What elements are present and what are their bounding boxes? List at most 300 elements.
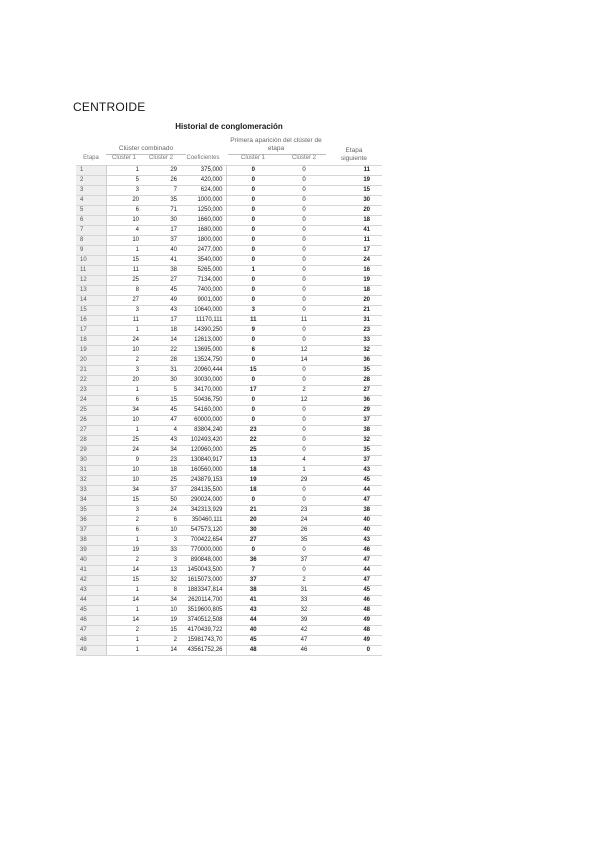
cluster-2-cell: 4 <box>142 426 180 436</box>
cluster-2-cell: 37 <box>142 236 180 246</box>
next-stage-cell: 37 <box>328 456 382 466</box>
first-appearance-cluster-1-cell: 3 <box>226 306 280 316</box>
cluster-1-cell: 2 <box>106 516 142 526</box>
coefficient-cell: 1250,000 <box>180 206 226 216</box>
coefficient-cell: 890848,000 <box>180 556 226 566</box>
first-appearance-cluster-2-cell: 33 <box>280 596 328 606</box>
table-row <box>76 216 382 226</box>
stage-cell: 27 <box>76 426 106 436</box>
table-row <box>76 166 382 176</box>
stage-cell: 7 <box>76 226 106 236</box>
first-appearance-cluster-2-cell: 0 <box>280 186 328 196</box>
table-row <box>76 206 382 216</box>
first-appearance-cluster-1-cell: 0 <box>226 356 280 366</box>
cluster-1-cell: 1 <box>106 166 142 176</box>
stage-cell: 29 <box>76 446 106 456</box>
table-row <box>76 186 382 196</box>
first-appearance-cluster-1-cell: 1 <box>226 266 280 276</box>
coefficient-cell: 3740512,508 <box>180 616 226 626</box>
next-stage-cell: 30 <box>328 196 382 206</box>
first-appearance-cluster-1-cell: 41 <box>226 596 280 606</box>
table-row <box>76 616 382 626</box>
header-coefficients: Coeficientes <box>186 155 220 161</box>
table-row <box>76 356 382 366</box>
stage-cell: 21 <box>76 366 106 376</box>
cluster-1-cell: 5 <box>106 176 142 186</box>
cluster-1-cell: 19 <box>106 546 142 556</box>
stage-cell: 28 <box>76 436 106 446</box>
first-appearance-cluster-1-cell: 43 <box>226 606 280 616</box>
cluster-1-cell: 15 <box>106 496 142 506</box>
first-appearance-cluster-1-cell: 13 <box>226 456 280 466</box>
first-appearance-cluster-2-cell: 0 <box>280 266 328 276</box>
coefficient-cell: 160560,000 <box>180 466 226 476</box>
table-row <box>76 636 382 646</box>
coefficient-cell: 50436,750 <box>180 396 226 406</box>
first-appearance-cluster-2-cell: 0 <box>280 166 328 176</box>
first-appearance-cluster-2-cell: 0 <box>280 246 328 256</box>
next-stage-cell: 18 <box>328 286 382 296</box>
first-appearance-cluster-1-cell: 0 <box>226 256 280 266</box>
table-row <box>76 486 382 496</box>
first-appearance-cluster-1-cell: 7 <box>226 566 280 576</box>
header-cluster-1: Clúster 1 <box>111 155 136 161</box>
next-stage-cell: 49 <box>328 616 382 626</box>
first-appearance-cluster-2-cell: 0 <box>280 196 328 206</box>
next-stage-cell: 49 <box>328 636 382 646</box>
coefficient-cell: 700422,654 <box>180 536 226 546</box>
table-row <box>76 266 382 276</box>
cluster-1-cell: 10 <box>106 216 142 226</box>
cluster-1-cell: 25 <box>106 436 142 446</box>
first-appearance-cluster-2-cell: 0 <box>280 426 328 436</box>
cluster-1-cell: 1 <box>106 426 142 436</box>
cluster-2-cell: 49 <box>142 296 180 306</box>
next-stage-cell: 45 <box>328 586 382 596</box>
first-appearance-cluster-2-cell: 0 <box>280 496 328 506</box>
stage-cell: 37 <box>76 526 106 536</box>
cluster-2-cell: 10 <box>142 526 180 536</box>
cluster-2-cell: 45 <box>142 286 180 296</box>
cluster-2-cell: 17 <box>142 226 180 236</box>
cluster-1-cell: 4 <box>106 226 142 236</box>
first-appearance-cluster-2-cell: 46 <box>280 646 328 656</box>
cluster-2-cell: 45 <box>142 406 180 416</box>
next-stage-cell: 19 <box>328 176 382 186</box>
first-appearance-cluster-1-cell: 15 <box>226 366 280 376</box>
next-stage-cell: 46 <box>328 596 382 606</box>
cluster-1-cell: 1 <box>106 586 142 596</box>
stage-cell: 2 <box>76 176 106 186</box>
header-stage: Etapa <box>83 155 99 161</box>
coefficient-cell: 15981743,70 <box>180 636 226 646</box>
table-row <box>76 596 382 606</box>
cluster-1-cell: 34 <box>106 406 142 416</box>
cluster-2-cell: 30 <box>142 216 180 226</box>
table-row <box>76 466 382 476</box>
stage-cell: 10 <box>76 256 106 266</box>
cluster-2-cell: 27 <box>142 276 180 286</box>
next-stage-cell: 19 <box>328 276 382 286</box>
coefficient-cell: 83804,240 <box>180 426 226 436</box>
stage-cell: 8 <box>76 236 106 246</box>
table-row <box>76 316 382 326</box>
stage-cell: 42 <box>76 576 106 586</box>
first-appearance-cluster-1-cell: 0 <box>226 236 280 246</box>
next-stage-cell: 35 <box>328 366 382 376</box>
cluster-1-cell: 3 <box>106 186 142 196</box>
cluster-2-cell: 22 <box>142 346 180 356</box>
coefficient-cell: 130840,917 <box>180 456 226 466</box>
first-appearance-cluster-2-cell: 0 <box>280 546 328 556</box>
cluster-1-cell: 34 <box>106 486 142 496</box>
next-stage-cell: 20 <box>328 206 382 216</box>
first-appearance-cluster-1-cell: 48 <box>226 646 280 656</box>
table-row <box>76 386 382 396</box>
cluster-1-cell: 3 <box>106 306 142 316</box>
cluster-1-cell: 1 <box>106 606 142 616</box>
coefficient-cell: 2620114,700 <box>180 596 226 606</box>
stage-cell: 44 <box>76 596 106 606</box>
first-appearance-cluster-2-cell: 0 <box>280 276 328 286</box>
first-appearance-cluster-2-cell: 0 <box>280 226 328 236</box>
cluster-2-cell: 40 <box>142 246 180 256</box>
table-row <box>76 476 382 486</box>
first-appearance-cluster-1-cell: 44 <box>226 616 280 626</box>
cluster-2-cell: 25 <box>142 476 180 486</box>
first-appearance-cluster-2-cell: 0 <box>280 206 328 216</box>
stage-cell: 17 <box>76 326 106 336</box>
first-appearance-cluster-1-cell: 0 <box>226 416 280 426</box>
table-row <box>76 376 382 386</box>
header-next-stage: Etapa siguiente <box>340 147 368 162</box>
coefficient-cell: 2477,000 <box>180 246 226 256</box>
coefficient-cell: 10640,000 <box>180 306 226 316</box>
stage-cell: 47 <box>76 626 106 636</box>
cluster-2-cell: 28 <box>142 356 180 366</box>
stage-cell: 23 <box>76 386 106 396</box>
table-row <box>76 306 382 316</box>
coefficient-cell: 1660,000 <box>180 216 226 226</box>
cluster-2-cell: 41 <box>142 256 180 266</box>
coefficient-cell: 290024,000 <box>180 496 226 506</box>
coefficient-cell: 284135,500 <box>180 486 226 496</box>
first-appearance-cluster-1-cell: 0 <box>226 196 280 206</box>
stage-cell: 39 <box>76 546 106 556</box>
first-appearance-cluster-2-cell: 0 <box>280 436 328 446</box>
coefficient-cell: 1615073,000 <box>180 576 226 586</box>
cluster-1-cell: 1 <box>106 326 142 336</box>
table-row <box>76 396 382 406</box>
table-row <box>76 516 382 526</box>
cluster-1-cell: 3 <box>106 506 142 516</box>
stage-cell: 5 <box>76 206 106 216</box>
stage-cell: 9 <box>76 246 106 256</box>
cluster-2-cell: 6 <box>142 516 180 526</box>
cluster-2-cell: 34 <box>142 596 180 606</box>
first-appearance-cluster-2-cell: 35 <box>280 536 328 546</box>
first-appearance-cluster-2-cell: 0 <box>280 326 328 336</box>
table-row <box>76 546 382 556</box>
cluster-1-cell: 15 <box>106 256 142 266</box>
table-body <box>76 166 382 656</box>
first-appearance-cluster-1-cell: 22 <box>226 436 280 446</box>
stage-cell: 30 <box>76 456 106 466</box>
cluster-1-cell: 1 <box>106 536 142 546</box>
cluster-2-cell: 8 <box>142 586 180 596</box>
first-appearance-cluster-1-cell: 18 <box>226 486 280 496</box>
stage-cell: 12 <box>76 276 106 286</box>
cluster-1-cell: 10 <box>106 466 142 476</box>
first-appearance-cluster-2-cell: 12 <box>280 396 328 406</box>
coefficient-cell: 13695,000 <box>180 346 226 356</box>
first-appearance-cluster-1-cell: 0 <box>226 376 280 386</box>
first-appearance-cluster-2-cell: 31 <box>280 586 328 596</box>
cluster-2-cell: 14 <box>142 336 180 346</box>
cluster-2-cell: 32 <box>142 576 180 586</box>
next-stage-cell: 37 <box>328 416 382 426</box>
next-stage-cell: 20 <box>328 296 382 306</box>
coefficient-cell: 14390,250 <box>180 326 226 336</box>
table-row <box>76 586 382 596</box>
cluster-1-cell: 15 <box>106 576 142 586</box>
cluster-2-cell: 10 <box>142 606 180 616</box>
stage-cell: 1 <box>76 166 106 176</box>
first-appearance-cluster-2-cell: 39 <box>280 616 328 626</box>
next-stage-cell: 47 <box>328 496 382 506</box>
table-row <box>76 296 382 306</box>
coefficient-cell: 5265,000 <box>180 266 226 276</box>
first-appearance-cluster-1-cell: 0 <box>226 186 280 196</box>
cluster-2-cell: 18 <box>142 466 180 476</box>
stage-cell: 26 <box>76 416 106 426</box>
next-stage-cell: 47 <box>328 576 382 586</box>
table-row <box>76 526 382 536</box>
table-row <box>76 236 382 246</box>
page-heading: CENTROIDE <box>73 100 146 114</box>
table-row <box>76 276 382 286</box>
header-first-cluster-1: Clúster 1 <box>240 155 265 161</box>
cluster-1-cell: 6 <box>106 206 142 216</box>
coefficient-cell: 30030,000 <box>180 376 226 386</box>
next-stage-cell: 44 <box>328 566 382 576</box>
first-appearance-cluster-2-cell: 2 <box>280 576 328 586</box>
table-row <box>76 426 382 436</box>
table-row <box>76 286 382 296</box>
first-appearance-cluster-2-cell: 0 <box>280 296 328 306</box>
cluster-2-cell: 31 <box>142 366 180 376</box>
first-appearance-cluster-2-cell: 0 <box>280 286 328 296</box>
stage-cell: 3 <box>76 186 106 196</box>
coefficient-cell: 1450043,500 <box>180 566 226 576</box>
table-row <box>76 536 382 546</box>
next-stage-cell: 0 <box>328 646 382 656</box>
stage-cell: 41 <box>76 566 106 576</box>
table-row <box>76 346 382 356</box>
first-appearance-cluster-1-cell: 0 <box>226 166 280 176</box>
next-stage-cell: 48 <box>328 606 382 616</box>
first-appearance-cluster-1-cell: 0 <box>226 276 280 286</box>
next-stage-cell: 38 <box>328 506 382 516</box>
table-row <box>76 436 382 446</box>
table-row <box>76 506 382 516</box>
table-title: Historial de conglomeración <box>175 122 283 131</box>
table-row <box>76 416 382 426</box>
coefficient-cell: 11170,111 <box>180 316 226 326</box>
coefficient-cell: 13524,750 <box>180 356 226 366</box>
stage-cell: 45 <box>76 606 106 616</box>
next-stage-cell: 45 <box>328 476 382 486</box>
table-row <box>76 326 382 336</box>
next-stage-cell: 28 <box>328 376 382 386</box>
table-row <box>76 176 382 186</box>
coefficient-cell: 34170,000 <box>180 386 226 396</box>
first-appearance-cluster-2-cell: 0 <box>280 176 328 186</box>
coefficient-cell: 770000,000 <box>180 546 226 556</box>
cluster-2-cell: 37 <box>142 486 180 496</box>
cluster-2-cell: 3 <box>142 556 180 566</box>
first-appearance-cluster-1-cell: 37 <box>226 576 280 586</box>
cluster-2-cell: 15 <box>142 626 180 636</box>
coefficient-cell: 1883347,814 <box>180 586 226 596</box>
cluster-2-cell: 38 <box>142 266 180 276</box>
stage-cell: 18 <box>76 336 106 346</box>
table-row <box>76 606 382 616</box>
coefficient-cell: 12613,000 <box>180 336 226 346</box>
coefficient-cell: 420,000 <box>180 176 226 186</box>
first-appearance-cluster-2-cell: 42 <box>280 626 328 636</box>
cluster-2-cell: 35 <box>142 196 180 206</box>
table-row <box>76 246 382 256</box>
stage-cell: 15 <box>76 306 106 316</box>
first-appearance-cluster-1-cell: 9 <box>226 326 280 336</box>
coefficient-cell: 1680,000 <box>180 226 226 236</box>
first-appearance-cluster-1-cell: 25 <box>226 446 280 456</box>
first-appearance-cluster-2-cell: 0 <box>280 376 328 386</box>
next-stage-cell: 27 <box>328 386 382 396</box>
coefficient-cell: 342313,929 <box>180 506 226 516</box>
cluster-2-cell: 24 <box>142 506 180 516</box>
first-appearance-cluster-1-cell: 30 <box>226 526 280 536</box>
coefficient-cell: 54160,000 <box>180 406 226 416</box>
first-appearance-cluster-1-cell: 0 <box>226 496 280 506</box>
next-stage-cell: 11 <box>328 236 382 246</box>
next-stage-cell: 32 <box>328 436 382 446</box>
first-appearance-cluster-2-cell: 29 <box>280 476 328 486</box>
stage-cell: 13 <box>76 286 106 296</box>
cluster-1-cell: 1 <box>106 636 142 646</box>
first-appearance-cluster-1-cell: 0 <box>226 206 280 216</box>
table-row <box>76 626 382 636</box>
stage-cell: 46 <box>76 616 106 626</box>
header-cluster-2: Clúster 2 <box>148 155 173 161</box>
first-appearance-cluster-2-cell: 4 <box>280 456 328 466</box>
cluster-1-cell: 6 <box>106 526 142 536</box>
next-stage-cell: 21 <box>328 306 382 316</box>
first-appearance-cluster-1-cell: 0 <box>226 286 280 296</box>
cluster-1-cell: 24 <box>106 446 142 456</box>
next-stage-cell: 16 <box>328 266 382 276</box>
first-appearance-cluster-1-cell: 0 <box>226 546 280 556</box>
cluster-1-cell: 2 <box>106 356 142 366</box>
cluster-1-cell: 3 <box>106 366 142 376</box>
coefficient-cell: 1800,000 <box>180 236 226 246</box>
cluster-2-cell: 29 <box>142 166 180 176</box>
next-stage-cell: 23 <box>328 326 382 336</box>
cluster-2-cell: 17 <box>142 316 180 326</box>
coefficient-cell: 624,000 <box>180 186 226 196</box>
stage-cell: 49 <box>76 646 106 656</box>
coefficient-cell: 547573,120 <box>180 526 226 536</box>
cluster-1-cell: 20 <box>106 376 142 386</box>
first-appearance-cluster-1-cell: 20 <box>226 516 280 526</box>
cluster-1-cell: 10 <box>106 476 142 486</box>
cluster-2-cell: 15 <box>142 396 180 406</box>
cluster-2-cell: 30 <box>142 376 180 386</box>
cluster-1-cell: 1 <box>106 386 142 396</box>
first-appearance-cluster-2-cell: 11 <box>280 316 328 326</box>
cluster-2-cell: 43 <box>142 306 180 316</box>
stage-cell: 16 <box>76 316 106 326</box>
coefficient-cell: 43561752,26 <box>180 646 226 656</box>
first-appearance-cluster-1-cell: 36 <box>226 556 280 566</box>
coefficient-cell: 60000,000 <box>180 416 226 426</box>
first-appearance-cluster-1-cell: 17 <box>226 386 280 396</box>
cluster-1-cell: 10 <box>106 236 142 246</box>
first-appearance-cluster-2-cell: 0 <box>280 406 328 416</box>
coefficient-cell: 20960,444 <box>180 366 226 376</box>
stage-cell: 6 <box>76 216 106 226</box>
coefficient-cell: 4170439,722 <box>180 626 226 636</box>
first-appearance-cluster-2-cell: 2 <box>280 386 328 396</box>
next-stage-cell: 43 <box>328 536 382 546</box>
first-appearance-cluster-1-cell: 0 <box>226 176 280 186</box>
table-row <box>76 566 382 576</box>
table-row <box>76 336 382 346</box>
stage-cell: 11 <box>76 266 106 276</box>
cluster-2-cell: 5 <box>142 386 180 396</box>
next-stage-cell: 32 <box>328 346 382 356</box>
table-row <box>76 496 382 506</box>
next-stage-cell: 46 <box>328 546 382 556</box>
cluster-1-cell: 2 <box>106 626 142 636</box>
next-stage-cell: 48 <box>328 626 382 636</box>
header-first-cluster-2: Clúster 2 <box>291 155 316 161</box>
table-row <box>76 196 382 206</box>
first-appearance-cluster-1-cell: 45 <box>226 636 280 646</box>
stage-cell: 20 <box>76 356 106 366</box>
table-row <box>76 576 382 586</box>
cluster-2-cell: 3 <box>142 536 180 546</box>
first-appearance-cluster-2-cell: 0 <box>280 446 328 456</box>
next-stage-cell: 33 <box>328 336 382 346</box>
coefficient-cell: 102493,420 <box>180 436 226 446</box>
coefficient-cell: 1000,000 <box>180 196 226 206</box>
first-appearance-cluster-2-cell: 0 <box>280 366 328 376</box>
first-appearance-cluster-2-cell: 23 <box>280 506 328 516</box>
first-appearance-cluster-1-cell: 0 <box>226 396 280 406</box>
first-appearance-cluster-2-cell: 14 <box>280 356 328 366</box>
first-appearance-cluster-2-cell: 0 <box>280 416 328 426</box>
cluster-1-cell: 10 <box>106 346 142 356</box>
first-appearance-cluster-2-cell: 0 <box>280 236 328 246</box>
cluster-2-cell: 50 <box>142 496 180 506</box>
table-row <box>76 226 382 236</box>
next-stage-cell: 38 <box>328 426 382 436</box>
cluster-2-cell: 18 <box>142 326 180 336</box>
first-appearance-cluster-1-cell: 38 <box>226 586 280 596</box>
stage-cell: 32 <box>76 476 106 486</box>
